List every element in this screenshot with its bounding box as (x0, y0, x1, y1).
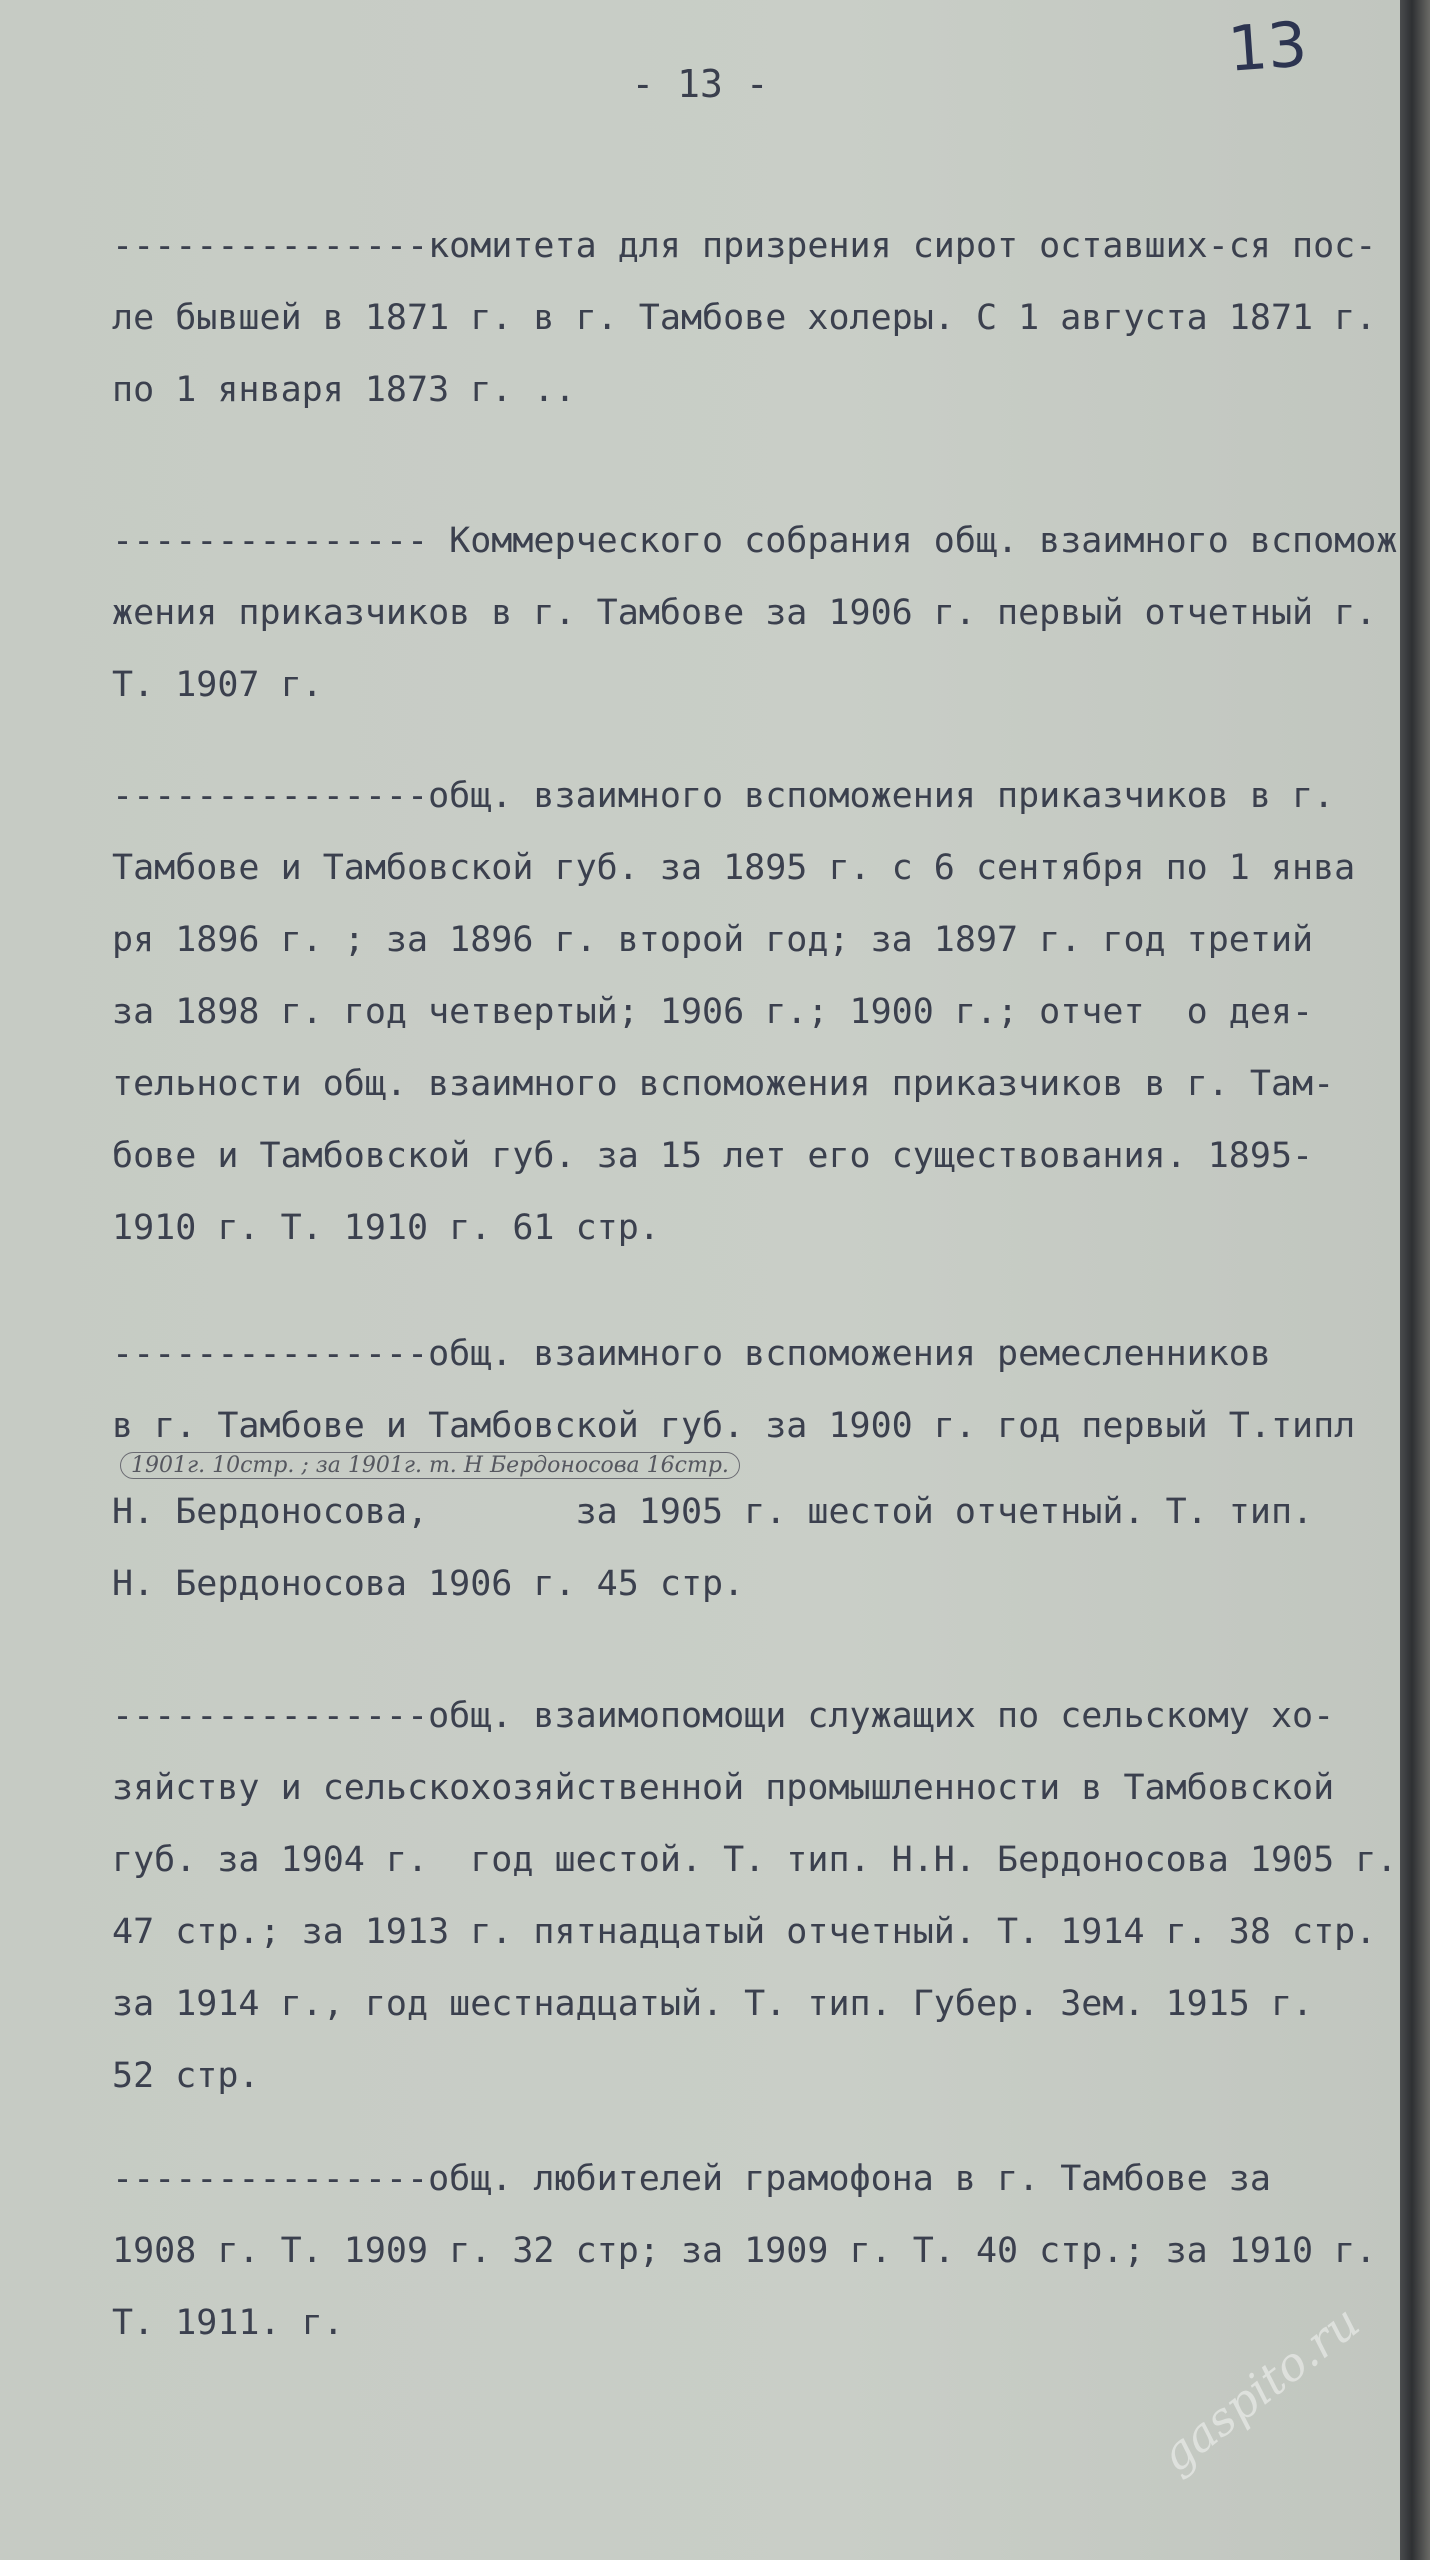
entry-3 (112, 760, 1402, 1264)
entry-1 (112, 210, 1402, 426)
folio-number: 13 (1225, 7, 1310, 86)
text-line: за 1898 г. год четвертый; 1906 г.; 1900 г.; отчет о дея- (112, 992, 1314, 1032)
text-line: 52 стр. (112, 2056, 260, 2096)
handwritten-annotation-text: 1901г. 10стр. ; за 1901г. т. Н Бердоносова 16стр. (120, 1452, 740, 1479)
entry-6 (112, 2143, 1402, 2359)
text-line: ---------------комитета для призрения сирот оставших-ся пос- (112, 226, 1377, 266)
text-line: зяйству и сельскохозяйственной промышленности в Тамбовской (112, 1768, 1335, 1808)
text-line: за 1914 г., год шестнадцатый. Т. тип. Губер. Зем. 1915 г. (112, 1984, 1314, 2024)
text-line: ---------------общ. любителей грамофона в г. Тамбове за (112, 2159, 1271, 2199)
text-line: Т. 1907 г. (112, 665, 323, 705)
text-line: Тамбове и Тамбовской губ. за 1895 г. с 6 сентября по 1 янва (112, 848, 1356, 888)
text-line: жения приказчиков в г. Тамбове за 1906 г. первый отчетный г. (112, 593, 1377, 633)
text-line: 1908 г. Т. 1909 г. 32 стр; за 1909 г. Т. 40 стр.; за 1910 г. (112, 2231, 1377, 2271)
text-line: Н. Бердоносова, за 1905 г. шестой отчетный. Т. тип. (112, 1492, 1314, 1532)
text-line: по 1 января 1873 г. .. (112, 370, 576, 410)
text-line: --------------- Коммерческого собрания общ. взаимного вспомож (112, 521, 1398, 561)
watermark: gaspito.ru (1150, 2294, 1370, 2483)
text-line: Т. 1911. г. (112, 2303, 344, 2343)
entry-5 (112, 1680, 1402, 2112)
text-line: 47 стр.; за 1913 г. пятнадцатый отчетный. Т. 1914 г. 38 стр. (112, 1912, 1377, 1952)
page-number: - 13 - (631, 62, 769, 106)
entry-4 (112, 1318, 1402, 1620)
text-line: ря 1896 г. ; за 1896 г. второй год; за 1897 г. год третий (112, 920, 1314, 960)
text-line: ---------------общ. взаимопомощи служащих по сельскому хо- (112, 1696, 1335, 1736)
text-line: бове и Тамбовской губ. за 15 лет его существования. 1895- (112, 1136, 1314, 1176)
page-edge (1400, 0, 1430, 2560)
text-line: тельности общ. взаимного вспоможения приказчиков в г. Там- (112, 1064, 1335, 1104)
entry-2 (112, 505, 1402, 721)
text-line: в г. Тамбове и Тамбовской губ. за 1900 г. год первый Т.типл (112, 1406, 1356, 1446)
text-line: ле бывшей в 1871 г. в г. Тамбове холеры. С 1 августа 1871 г. (112, 298, 1377, 338)
text-line: 1910 г. Т. 1910 г. 61 стр. (112, 1208, 660, 1248)
text-line: ---------------общ. взаимного вспоможения приказчиков в г. (112, 776, 1335, 816)
text-line: ---------------общ. взаимного вспоможения ремесленников (112, 1334, 1271, 1374)
text-line: Н. Бердоносова 1906 г. 45 стр. (112, 1564, 745, 1604)
text-line: губ. за 1904 г. год шестой. Т. тип. Н.Н. Бердоносова 1905 г. (112, 1840, 1398, 1880)
